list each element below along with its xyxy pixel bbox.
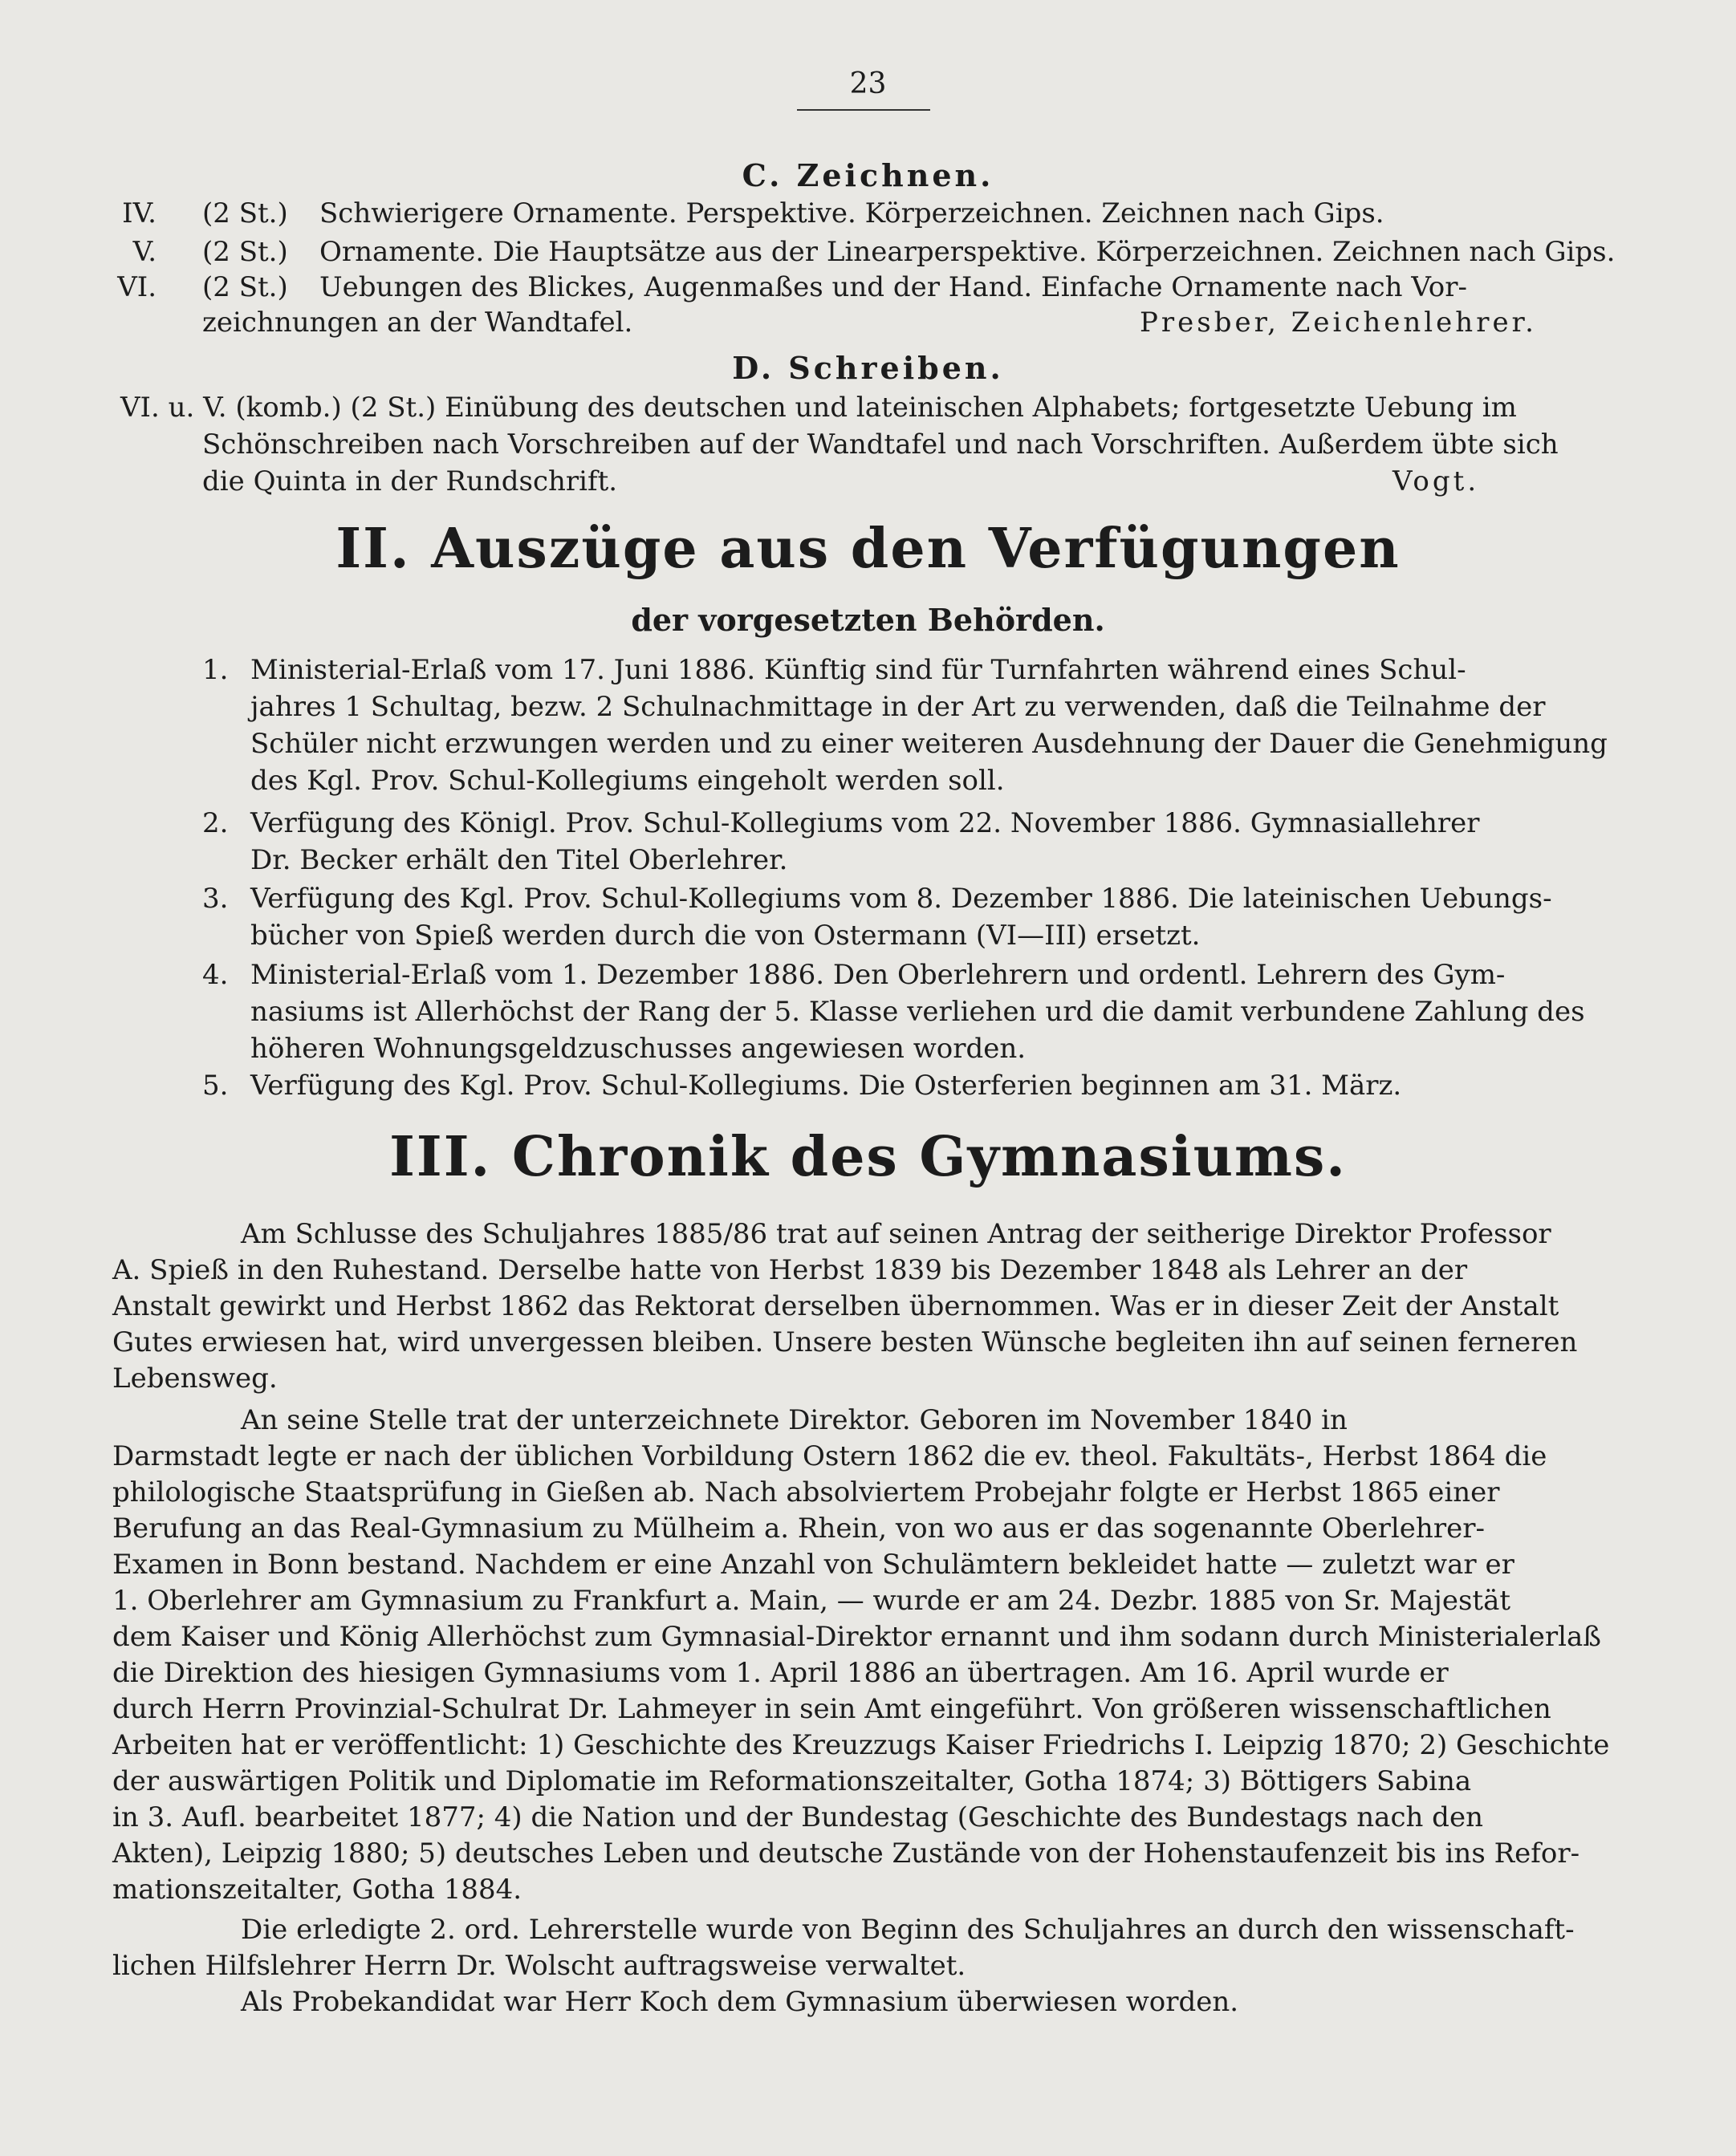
page-number: 23 (849, 67, 887, 100)
section-c-row-text: Uebungen des Blickes, Augenmaßes und der Hand. Einfache Ornamente nach Vor- (319, 271, 1467, 303)
chronicle-line: mationszeitalter, Gotha 1884. (112, 1874, 522, 1906)
decree-number: 1. (202, 654, 229, 686)
decree-line: Schüler nicht erzwungen werden und zu einer weiteren Ausdehnung der Dauer die Genehmigung (250, 728, 1608, 760)
section-d-heading: D. Schreiben. (732, 350, 1004, 386)
chronicle-line: 1. Oberlehrer am Gymnasium zu Frankfurt a. Main, — wurde er am 24. Dezbr. 1885 von Sr. Majestät (112, 1585, 1511, 1617)
page-number-rule (797, 109, 930, 111)
chronicle-line: durch Herrn Provinzial-Schulrat Dr. Lahmeyer in sein Amt eingeführt. Von größeren wissenschaftlichen (112, 1693, 1551, 1725)
section-iii-heading: III. Chronik des Gymnasiums. (389, 1125, 1347, 1189)
section-c-continuation: zeichnungen an der Wandtafel. (202, 307, 633, 339)
chronicle-line: Akten), Leipzig 1880; 5) deutsches Leben und deutsche Zustände von der Hohenstaufenzeit bis ins Refor- (112, 1837, 1580, 1870)
chronicle-line: A. Spieß in den Ruhestand. Derselbe hatte von Herbst 1839 bis Dezember 1848 als Lehrer an der (112, 1254, 1468, 1286)
decree-line: Ministerial-Erlaß vom 17. Juni 1886. Künftig sind für Turnfahrten während eines Schul- (250, 654, 1466, 686)
decree-line: bücher von Spieß werden durch die von Ostermann (VI—III) ersetzt. (250, 920, 1201, 952)
decree-number: 2. (202, 807, 229, 839)
decree-line: Verfügung des Königl. Prov. Schul-Kollegiums vom 22. November 1886. Gymnasiallehrer (250, 807, 1480, 839)
hours-label: (2 St.) (202, 236, 288, 268)
section-d-line: die Quinta in der Rundschrift. (202, 465, 618, 497)
hours-label: (2 St.) (202, 197, 288, 229)
chronicle-line: Gutes erwiesen hat, wird unvergessen bleiben. Unsere besten Wünsche begleiten ihn auf seinen ferneren (112, 1326, 1578, 1358)
hours-label: (2 St.) (202, 271, 288, 303)
grade-label: VI. (117, 271, 157, 303)
section-c-heading: C. Zeichnen. (742, 157, 994, 193)
decree-line: Verfügung des Kgl. Prov. Schul-Kollegiums vom 8. Dezember 1886. Die lateinischen Uebungs- (250, 883, 1552, 915)
section-c-signature: Presber, Zeichenlehrer. (1140, 307, 1537, 339)
chronicle-line: Die erledigte 2. ord. Lehrerstelle wurde von Beginn des Schuljahres an durch den wissenschaft- (241, 1914, 1575, 1946)
decree-number: 5. (202, 1070, 229, 1102)
chronicle-line: An seine Stelle trat der unterzeichnete Direktor. Geboren im November 1840 in (241, 1404, 1348, 1436)
chronicle-line: der auswärtigen Politik und Diplomatie im Reformationszeitalter, Gotha 1874; 3) Böttigers Sabina (112, 1765, 1472, 1797)
chronicle-line: Lebensweg. (112, 1362, 278, 1395)
decree-line: Dr. Becker erhält den Titel Oberlehrer. (250, 844, 788, 876)
section-ii-heading: II. Auszüge aus den Verfügungen (335, 517, 1401, 581)
section-d-signature: Vogt. (1392, 465, 1480, 497)
chronicle-line: in 3. Aufl. bearbeitet 1877; 4) die Nation und der Bundestag (Geschichte des Bundestags nach den (112, 1801, 1483, 1833)
decree-number: 4. (202, 959, 229, 991)
decree-line: nasiums ist Allerhöchst der Rang der 5. Klasse verliehen urd die damit verbundene Zahlung des (250, 996, 1585, 1028)
chronicle-line: philologische Staatsprüfung in Gießen ab. Nach absolviertem Probejahr folgte er Herbst 1865 einer (112, 1476, 1500, 1508)
section-d-line: VI. u. V. (komb.) (2 St.) Einübung des deutschen und lateinischen Alphabets; fortgesetzte Uebung im (120, 392, 1517, 424)
chronicle-line: Darmstadt legte er nach der üblichen Vorbildung Ostern 1862 die ev. theol. Fakultäts-, Herbst 1864 die (112, 1440, 1547, 1472)
chronicle-line: Anstalt gewirkt und Herbst 1862 das Rektorat derselben übernommen. Was er in dieser Zeit der Anstalt (112, 1290, 1559, 1322)
decree-line: des Kgl. Prov. Schul-Kollegiums eingeholt werden soll. (250, 765, 1005, 797)
section-c-row-text: Ornamente. Die Hauptsätze aus der Linearperspektive. Körperzeichnen. Zeichnen nach Gips. (319, 236, 1616, 268)
section-ii-subheading: der vorgesetzten Behörden. (631, 602, 1105, 638)
decree-number: 3. (202, 883, 229, 915)
chronicle-line: Arbeiten hat er veröffentlicht: 1) Geschichte des Kreuzzugs Kaiser Friedrichs I. Leipzig 1870; 2) Geschichte (112, 1729, 1610, 1761)
chronicle-line: Am Schlusse des Schuljahres 1885/86 trat auf seinen Antrag der seitherige Direktor Professor (241, 1218, 1551, 1250)
grade-label: IV. (122, 197, 157, 229)
decree-line: höheren Wohnungsgeldzuschusses angewiesen worden. (250, 1033, 1027, 1065)
chronicle-line: Examen in Bonn bestand. Nachdem er eine Anzahl von Schulämtern bekleidet hatte — zuletzt war er (112, 1549, 1514, 1581)
chronicle-line: dem Kaiser und König Allerhöchst zum Gymnasial-Direktor ernannt und ihm sodann durch Ministerialerlaß (112, 1621, 1601, 1653)
chronicle-line: die Direktion des hiesigen Gymnasiums vom 1. April 1886 an übertragen. Am 16. April wurde er (112, 1657, 1449, 1689)
chronicle-line: Berufung an das Real-Gymnasium zu Mülheim a. Rhein, von wo aus er das sogenannte Oberlehrer- (112, 1512, 1485, 1545)
section-d-line: Schönschreiben nach Vorschreiben auf der Wandtafel und nach Vorschriften. Außerdem übte sich (202, 428, 1559, 461)
chronicle-line: Als Probekandidat war Herr Koch dem Gymnasium überwiesen worden. (241, 1986, 1239, 2018)
decree-line: Verfügung des Kgl. Prov. Schul-Kollegiums. Die Osterferien beginnen am 31. März. (250, 1070, 1402, 1102)
decree-line: Ministerial-Erlaß vom 1. Dezember 1886. Den Oberlehrern und ordentl. Lehrern des Gym- (250, 959, 1506, 991)
chronicle-line: lichen Hilfslehrer Herrn Dr. Wolscht auftragsweise verwaltet. (112, 1950, 966, 1982)
section-c-row-text: Schwierigere Ornamente. Perspektive. Körperzeichnen. Zeichnen nach Gips. (319, 197, 1384, 229)
grade-label: V. (132, 236, 157, 268)
decree-line: jahres 1 Schultag, bezw. 2 Schulnachmittage in der Art zu verwenden, daß die Teilnahme der (250, 691, 1546, 723)
